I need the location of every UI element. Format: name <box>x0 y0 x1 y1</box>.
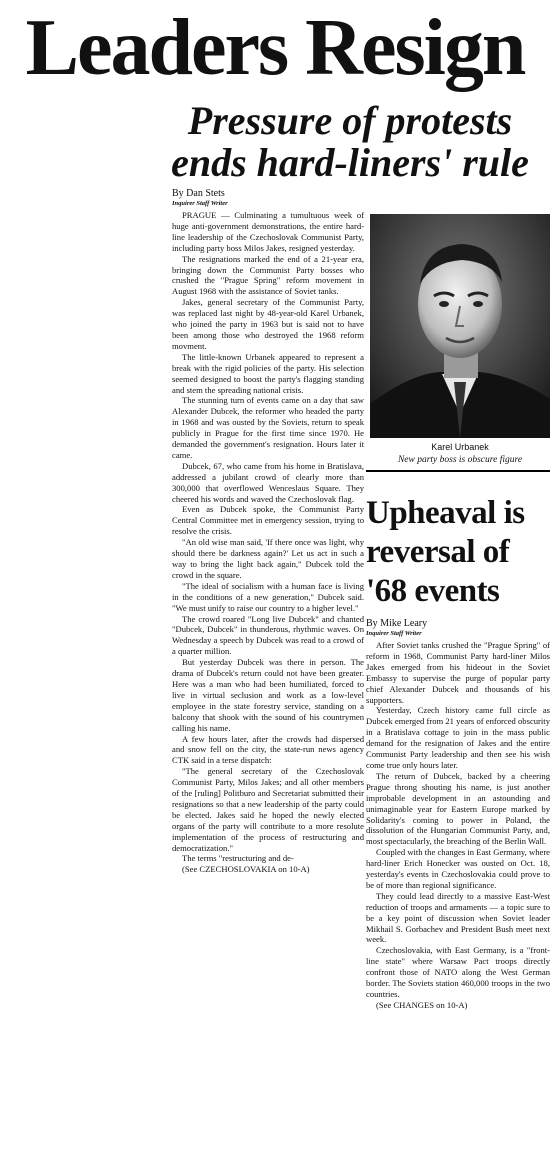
side-paragraph: After Soviet tanks crushed the "Prague Spring" of reform in 1968, Communist Party hard-liner Milos Jakes emerged from his hideout in the Soviet Embassy to supervise the purge of popular party chief Alexander Dubcek and thousands of his supporters. <box>366 640 550 705</box>
side-paragraph: Yesterday, Czech history came full circle as Dubcek emerged from 21 years of enforced obscurity in a Bratislava cottage to join in the mass public demand for the resignation of Jakes and the entire Communist Party leadership and then see his wish come true only hours later. <box>366 705 550 770</box>
side-byline <box>366 618 427 637</box>
side-byline-name: By Mike Leary <box>366 618 428 629</box>
main-paragraph: The crowd roared "Long live Dubcek" and chanted "Dubcek, Dubcek" in thunderous, rhythmic waves. On Wednesday a speech by Dubcek was read to a crowd of a quarter million. <box>172 613 364 657</box>
photo-caption-name: Karel Urbanek <box>431 442 489 452</box>
main-byline-role: Inquirer Staff Writer <box>172 200 228 207</box>
main-paragraph: The little-known Urbanek appeared to represent a break with the rigid policies of the party. His selection seemed designed to boost the party's flagging standing and stem the spreading national crisis. <box>172 351 364 395</box>
main-byline <box>172 188 228 207</box>
main-paragraph: The stunning turn of events came on a day that saw Alexander Dubcek, the reformer who headed the party in 1968 and was ousted by the Soviets, return to speak publicly in Prague for the first time since 1970. He demanded the government's resignation. Hours later it came. <box>172 395 364 460</box>
side-continued-line: (See CHANGES on 10-A) <box>376 999 468 1010</box>
main-paragraph: A few hours later, after the crowds had dispersed and snow fell on the city, the state-run news agency CTK said in a terse dispatch: <box>172 733 364 766</box>
side-paragraph: The return of Dubcek, backed by a cheering Prague throng shouting his name, is just another improbable development in an astounding and unimaginable year for Eastern Europe marked by Solidarity's coming to power in Poland, the dissolution of the Hungarian Communist Party, and, most spectacularly, the breaching of the Berlin Wall. <box>366 770 550 847</box>
main-paragraph: Jakes, general secretary of the Communist Party, was replaced last night by 48-year-old Karel Urbanek, who joined the party in 1963 but is said not to have been among those who destroyed the 1968 reform movment. <box>172 297 364 351</box>
main-paragraph: "An old wise man said, 'If there once was light, why should there be darkness again?' Let us act in such a way to bring the light back again," Dubcek told the crowd in the square. <box>172 537 364 580</box>
section-divider <box>366 470 550 472</box>
photo-caption-description: New party boss is obscure figure <box>397 455 523 465</box>
deck-subheadline: Pressure of protests ends hard-liners' rule <box>171 98 529 185</box>
side-paragraph: Czechoslovakia, with East Germany, is a "front-line state" where Warsaw Pact troops directly confront those of NATO along the West German border. The Soviets station 460,000 troops in the two countries. <box>366 945 550 999</box>
main-story-column <box>172 210 364 1158</box>
urbanek-photo <box>370 214 550 438</box>
main-byline-name: By Dan Stets <box>172 188 225 199</box>
headline: Leaders Resign <box>25 4 525 92</box>
main-continued-line: (See CZECHOSLOVAKIA on 10-A) <box>182 864 310 875</box>
main-paragraph: The terms "restructuring and de- <box>182 853 294 864</box>
main-paragraph: "The general secretary of the Czechoslovak Communist Party, Milos Jakes; and all other members of the [ruling] Politburo and Secretariat submitted their resignations so that a new leadership of the party could be elected. Jakes said he hoped the newly elected organs of the party will contribute to a more resolute implementation of the process of restructuring and democratization." <box>172 766 364 853</box>
main-paragraph: The resignations marked the end of a 21-year era, bringing down the Communist Party bosses who crushed the "Prague Spring" reform movement in August 1968 with the assistance of Soviet tanks. <box>172 253 364 297</box>
portrait-illustration <box>370 214 550 438</box>
main-paragraph: PRAGUE — Culminating a tumultuous week of huge anti-government demonstrations, the entire hard-line leadership of the Czechoslovak Communist Party, including party boss Milos Jakes, resigned yesterday. <box>172 210 364 253</box>
side-byline-role: Inquirer Staff Writer <box>366 630 422 637</box>
side-story-subhead: Upheaval is reversal of '68 events <box>366 495 525 609</box>
main-paragraph: But yesterday Dubcek was there in person. The drama of Dubcek's return could not have been greater. Here was a man who had been humiliated, forced to live in virtual seclusion and work as a low-level employee in the state forestry service, standing on a balcony that shook with the sound of his countrymen calling his name. <box>172 657 364 733</box>
side-story-column <box>366 640 550 1158</box>
side-paragraph: Coupled with the changes in East Germany, where hard-liner Erich Honecker was ousted on Oct. 18, yesterday's events in Czechoslovakia could prove to be of more than regional significance. <box>366 847 550 890</box>
main-paragraph: "The ideal of socialism with a human face is living in the conditions of a new generation," Dubcek said. "We must unify to raise our country to a higher level." <box>172 580 364 613</box>
main-paragraph: Dubcek, 67, who came from his home in Bratislava, addressed a jubilant crowd of clearly more than 300,000 that overflowed Wenceslaus Square. They cheered his words and waved the Czechoslovak flag. <box>172 460 364 504</box>
side-paragraph: They could lead directly to a massive East-West reduction of troops and armaments — a topic sure to be a key point of discussion when Soviet leader Mikhail S. Gorbachev and President Bush meet next week. <box>366 890 550 945</box>
main-paragraph: Even as Dubcek spoke, the Communist Party Central Committee met in emergency session, trying to resolve the crisis. <box>172 504 364 537</box>
